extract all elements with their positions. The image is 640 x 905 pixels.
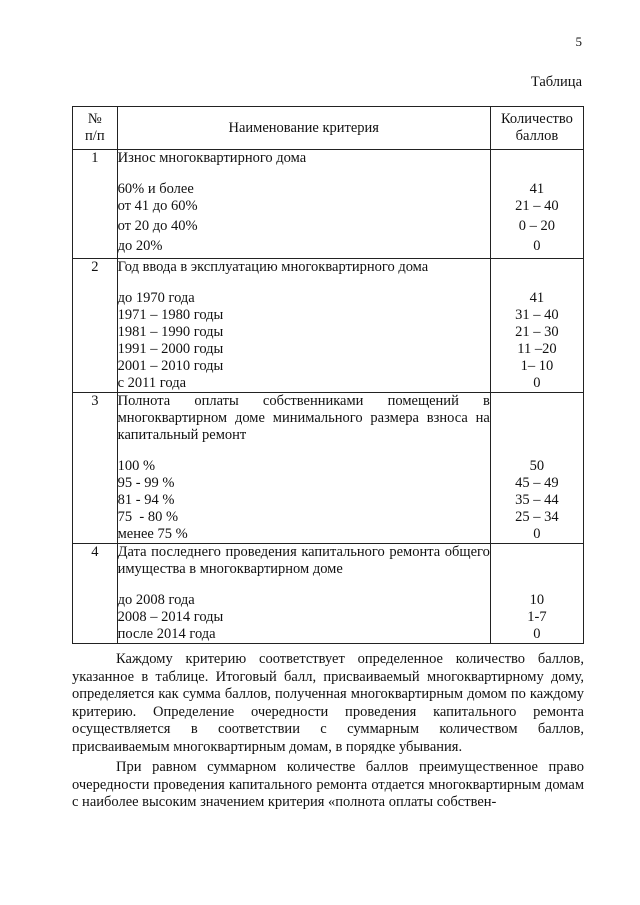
header-num — [73, 107, 118, 150]
score-value: 41 — [529, 290, 545, 306]
criterion-item: с 2011 года — [117, 375, 187, 391]
table-row — [73, 150, 584, 259]
table-caption: Таблица — [530, 74, 582, 90]
score-value: 0 — [533, 375, 541, 391]
score-cell — [490, 259, 583, 393]
score-value: 0 — [533, 238, 541, 254]
criterion-item: менее 75 % — [117, 526, 188, 542]
row-number: 1 — [73, 150, 118, 259]
score-value: 50 — [529, 458, 545, 474]
criterion-title: Дата последнего проведения капитального ремонта общего имущества в многоквартирном доме — [117, 544, 490, 577]
criterion-item: 2001 – 2010 годы — [117, 358, 224, 374]
criterion-item: 100 % — [117, 458, 156, 474]
criterion-item: после 2014 года — [117, 626, 216, 642]
score-value: 31 – 40 — [515, 307, 559, 323]
header-score-label: Количество баллов — [500, 111, 573, 144]
criterion-item: до 2008 года — [117, 592, 195, 608]
criterion-item: от 41 до 60% — [117, 198, 198, 214]
criterion-item: от 20 до 40% — [117, 218, 198, 234]
score-value: 21 – 40 — [515, 198, 559, 214]
score-value: 1– 10 — [520, 358, 554, 374]
score-value: 10 — [529, 592, 545, 608]
score-value: 25 – 34 — [515, 509, 559, 525]
criterion-cell — [117, 544, 490, 644]
criterion-item: до 1970 года — [117, 290, 195, 306]
row-number: 2 — [73, 259, 118, 393]
criterion-title: Полнота оплаты собственниками помещений в многоквартирном доме минимального размера взноса на капитальный ремонт — [117, 393, 490, 443]
paragraph: При равном суммарном количестве баллов преимущественное право очередности проведения капитального ремонта отдается многоквартирным домам с наиболее высоким значением критерия «полнота оплаты собствен- — [72, 759, 584, 810]
score-value: 0 — [533, 626, 541, 642]
criterion-cell — [117, 393, 490, 544]
criterion-item: 60% и более — [117, 181, 194, 197]
score-value: 41 — [529, 181, 545, 197]
row-number: 4 — [73, 544, 118, 644]
criterion-title: Год ввода в эксплуатацию многоквартирного дома — [117, 259, 429, 275]
table-row — [73, 259, 584, 393]
score-value: 21 – 30 — [515, 324, 559, 340]
criteria-table — [72, 106, 584, 644]
table-row — [73, 544, 584, 644]
table-header-row — [73, 107, 584, 150]
header-name-label: Наименование критерия — [228, 119, 379, 136]
score-value: 0 — [533, 526, 541, 542]
paragraph: Каждому критерию соответствует определенное количество баллов, указанное в таблице. Итоговый балл, присваиваемый многоквартирному дому, определяется как сумма баллов, полученная многоквартирным домом по каждому критерию. Определение очередности проведения капитального ремонта осуществляется в соответствии с суммарным количеством баллов, присваиваемым многоквартирным домам, в порядке убывания. — [72, 651, 584, 755]
score-value: 1-7 — [527, 609, 547, 625]
score-value: 11 –20 — [517, 341, 557, 357]
score-cell — [490, 393, 583, 544]
criterion-item: 1991 – 2000 годы — [117, 341, 224, 357]
table-row — [73, 393, 584, 544]
header-num-label: № п/п — [85, 111, 105, 144]
score-value: 35 – 44 — [515, 492, 559, 508]
criterion-cell — [117, 150, 490, 259]
header-score — [490, 107, 583, 150]
criterion-title: Износ многоквартирного дома — [117, 150, 307, 166]
criterion-cell — [117, 259, 490, 393]
header-name — [117, 107, 490, 150]
criterion-item: до 20% — [117, 238, 163, 254]
body-text — [72, 651, 584, 812]
criterion-item: 81 - 94 % — [117, 492, 175, 508]
criterion-item: 95 - 99 % — [117, 475, 175, 491]
score-cell — [490, 544, 583, 644]
criterion-item: 1971 – 1980 годы — [117, 307, 224, 323]
criterion-item: 1981 – 1990 годы — [117, 324, 224, 340]
criterion-item: 75 - 80 % — [117, 509, 179, 525]
score-cell — [490, 150, 583, 259]
score-value: 45 – 49 — [515, 475, 559, 491]
score-value: 0 – 20 — [518, 218, 556, 234]
row-number: 3 — [73, 393, 118, 544]
criterion-item: 2008 – 2014 годы — [117, 609, 224, 625]
page-number: 5 — [575, 34, 582, 49]
